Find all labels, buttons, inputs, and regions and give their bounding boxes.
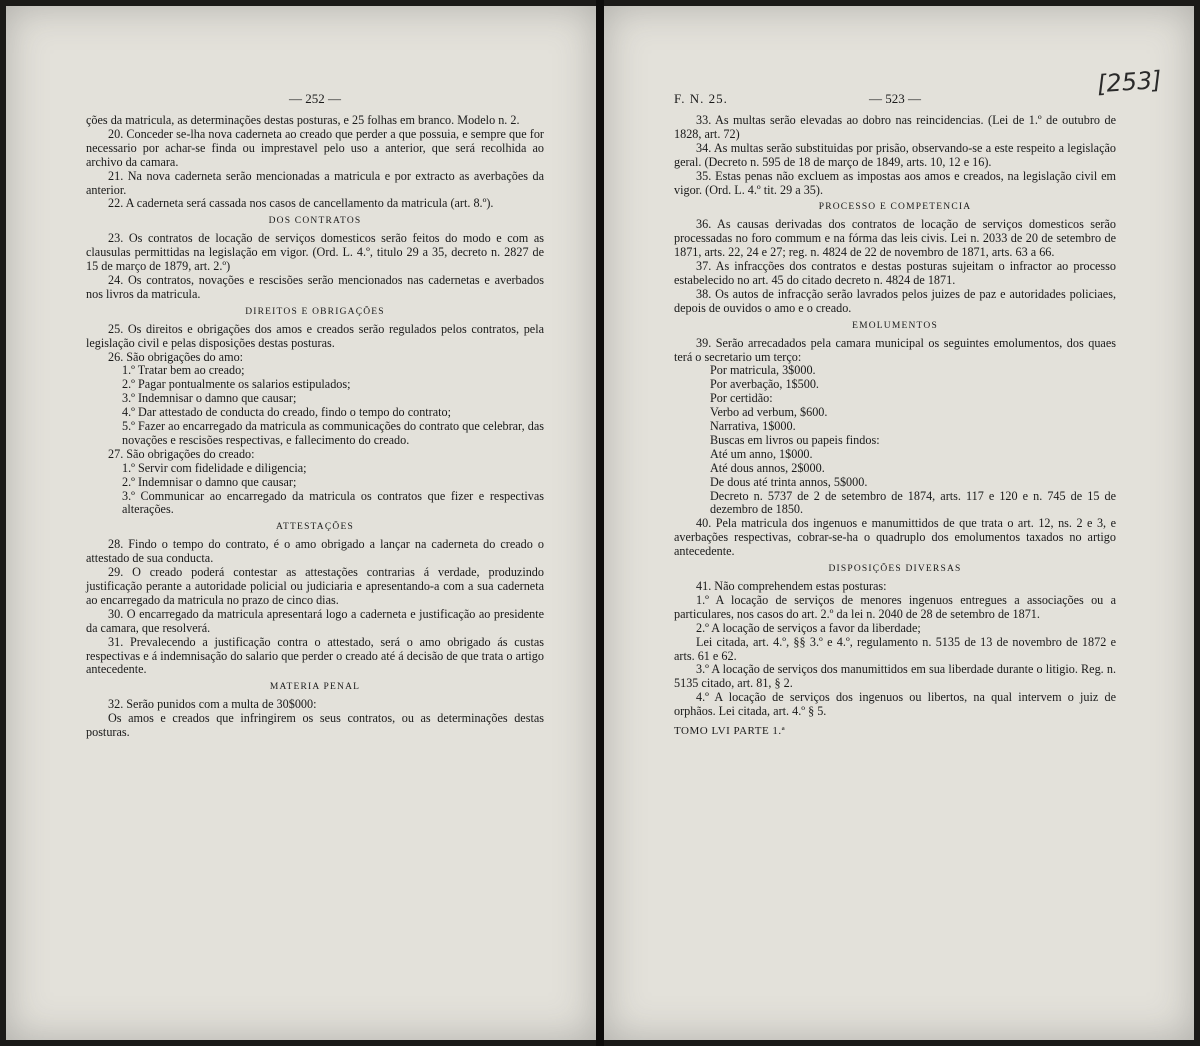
volume-footer: TOMO LVI PARTE 1.ª <box>674 725 786 738</box>
text-paragraph: 32. Serão punidos com a multa de 30$000: <box>108 697 317 712</box>
text-paragraph: 24. Os contratos, novações e rescisões serão mencionados nas cadernetas e averbados nos livros da matricula. <box>86 272 544 301</box>
text-paragraph: Lei citada, art. 4.º, §§ 3.º e 4.º, regulamento n. 5135 de 13 de novembro de 1872 e arts. 61 e 62. <box>674 634 1116 663</box>
text-paragraph: Até dous annos, 2$000. <box>710 460 825 475</box>
text-paragraph: De dous até trinta annos, 5$000. <box>710 474 868 489</box>
text-paragraph: Por certidão: <box>710 391 773 406</box>
left-page <box>6 6 596 1040</box>
text-paragraph: Narrativa, 1$000. <box>710 419 796 434</box>
text-paragraph: 25. Os direitos e obrigações dos amos e creados serão regulados pelos contratos, pela legislação civil e pelas disposições destas posturas. <box>86 321 544 350</box>
text-paragraph: 41. Não comprehendem estas posturas: <box>696 579 887 593</box>
text-paragraph: 39. Serão arrecadados pela camara municipal os seguintes emolumentos, dos quaes terá o secretario um terço: <box>674 335 1116 364</box>
text-paragraph: 40. Pela matricula dos ingenuos e manumittidos de que trata o art. 12, ns. 2 e 3, e averbações respectivas, cobrar-se-ha o quadruplo dos emolumentos taxados no artigo antecedente. <box>674 516 1116 559</box>
section-heading: DIREITOS E OBRIGAÇÕES <box>245 306 385 317</box>
section-heading: ATTESTAÇÕES <box>276 522 354 533</box>
text-paragraph: 29. O creado poderá contestar as attestações contrarias á verdade, produzindo justificação perante a autoridade policial ou judiciaria e apresentando-a com a sua caderneta ao encarregado da matricula no prazo de cinco dias. <box>86 565 544 607</box>
text-paragraph: 1.º Tratar bem ao creado; <box>122 363 245 378</box>
right-page <box>604 6 1194 1040</box>
text-paragraph: 26. São obrigações do amo: <box>108 349 244 364</box>
text-paragraph: 5.º Fazer ao encarregado da matricula as communicações do contrato que celebrar, das novações e rescisões respectivas, e fallecimento do creado. <box>122 419 544 447</box>
text-paragraph: 28. Findo o tempo do contrato, é o amo obrigado a lançar na caderneta do creado o attestado de sua conducta. <box>86 537 544 566</box>
text-paragraph: Por matricula, 3$000. <box>710 363 816 378</box>
right-page-body <box>674 114 1116 719</box>
text-paragraph: 37. As infracções dos contratos e destas posturas sujeitam o infractor ao processo estabelecido no art. 45 do citado decreto n. 4824 de 1871. <box>674 259 1116 287</box>
text-paragraph: 35. Estas penas não excluem as impostas aos amos e creados, na legislação civil em vigor. (Ord. L. 4.º tit. 29 a 35). <box>674 168 1116 197</box>
right-page-header <box>674 92 1116 114</box>
section-heading: MATERIA PENAL <box>269 682 361 693</box>
left-page-number: — 252 — <box>289 91 341 106</box>
left-page-content <box>86 92 544 740</box>
text-paragraph: 36. As causas derivadas dos contratos de locação de serviços domesticos serão processadas no foro commum e na fórma das leis civis. Lei n. 2033 de 20 de setembro de 1871, arts. 22, 24 e 27; reg. n. 4824 de 22 de novembro de 1871, arts. 63 a 66. <box>674 217 1116 260</box>
text-paragraph: Por averbação, 1$500. <box>710 377 819 392</box>
text-paragraph: 23. Os contratos de locação de serviços domesticos serão feitos do modo e com as clausulas permittidas na legislação em vigor. (Ord. L. 4.º, titulo 29 a 35, decreto n. 2827 de 15 de março de 1879, art. 2.º) <box>86 231 544 274</box>
text-paragraph: 1.º Servir com fidelidade e diligencia; <box>122 460 307 475</box>
section-heading: EMOLUMENTOS <box>852 320 938 331</box>
right-page-content <box>674 92 1116 739</box>
right-page-number: — 523 — <box>869 91 921 106</box>
text-paragraph: Os amos e creados que infringirem os seus contratos, ou as determinações destas posturas. <box>86 711 544 740</box>
handwritten-annotation: [253] <box>1096 65 1163 99</box>
left-page-body <box>86 114 544 740</box>
book-gutter <box>596 0 604 1046</box>
left-page-header <box>86 92 544 114</box>
text-paragraph: 31. Prevalecendo a justificação contra o attestado, será o amo obrigado ás custas respectivas e á indemnisação do salario que perder o creado até á decisão de que trata o artigo antecedente. <box>86 634 544 677</box>
text-paragraph: 1.º A locação de serviços de menores ingenuos entregues a associações ou a particulares, nos casos do art. 2.º da lei n. 2040 de 28 de setembro de 1871. <box>674 592 1116 621</box>
text-paragraph: Até um anno, 1$000. <box>710 446 813 461</box>
text-paragraph: 21. Na nova caderneta serão mencionadas a matricula e por extracto as averbações da anterior. <box>86 168 544 197</box>
text-paragraph: 34. As multas serão substituidas por prisão, observando-se a este respeito a legislação geral. (Decreto n. 595 de 18 de março de 1849, arts. 10, 12 e 16). <box>674 140 1116 169</box>
text-paragraph: 38. Os autos de infracção serão lavrados pelos juizes de paz e autoridades policiaes, depois de ouvidos o amo e o creado. <box>674 286 1116 315</box>
section-heading: PROCESSO E COMPETENCIA <box>818 202 972 213</box>
section-heading: DISPOSIÇÕES DIVERSAS <box>828 564 962 575</box>
text-paragraph: 27. São obrigações do creado: <box>108 446 255 461</box>
text-paragraph: 2.º A locação de serviços a favor da liberdade; <box>696 620 921 635</box>
text-paragraph: Buscas em livros ou papeis findos: <box>710 432 880 447</box>
text-paragraph: 30. O encarregado da matricula apresentará logo a caderneta e justificação ao presidente da camara, que resolverá. <box>86 606 544 635</box>
text-paragraph: 3.º Communicar ao encarregado da matricula os contratos que fizer e respectivas alterações. <box>122 488 544 517</box>
text-paragraph: 2.º Indemnisar o damno que causar; <box>122 474 297 489</box>
text-paragraph: Decreto n. 5737 de 2 de setembro de 1874, arts. 117 e 120 e n. 745 de 15 de dezembro de 1850. <box>710 488 1116 517</box>
text-paragraph: ções da matricula, as determinações destas posturas, e 25 folhas em branco. Modelo n. 2. <box>86 113 520 127</box>
section-heading: DOS CONTRATOS <box>268 216 362 227</box>
text-paragraph: Verbo ad verbum, $600. <box>710 405 828 420</box>
text-paragraph: 4.º A locação de serviços dos ingenuos ou libertos, na qual intervem o juiz de orphãos. Lei citada, art. 4.º § 5. <box>674 690 1116 719</box>
text-paragraph: 2.º Pagar pontualmente os salarios estipulados; <box>122 377 351 392</box>
text-paragraph: 20. Conceder se-lha nova caderneta ao creado que perder a que possuia, e sempre que for necessario por achar-se finda ou imprestavel pelo uso a anterior, que será recolhida ao archivo da camara. <box>86 126 544 169</box>
text-paragraph: 4.º Dar attestado de conducta do creado, findo o tempo do contrato; <box>122 405 452 420</box>
running-head: F. N. 25. <box>674 91 728 106</box>
text-paragraph: 33. As multas serão elevadas ao dobro nas reincidencias. (Lei de 1.º de outubro de 1828, art. 72) <box>674 113 1116 141</box>
text-paragraph: 3.º Indemnisar o damno que causar; <box>122 391 297 406</box>
text-paragraph: 22. A caderneta será cassada nos casos de cancellamento da matricula (art. 8.º). <box>108 196 494 211</box>
text-paragraph: 3.º A locação de serviços dos manumittidos em sua liberdade durante o litigio. Reg. n. 5135 citado, art. 81, § 2. <box>674 662 1116 691</box>
